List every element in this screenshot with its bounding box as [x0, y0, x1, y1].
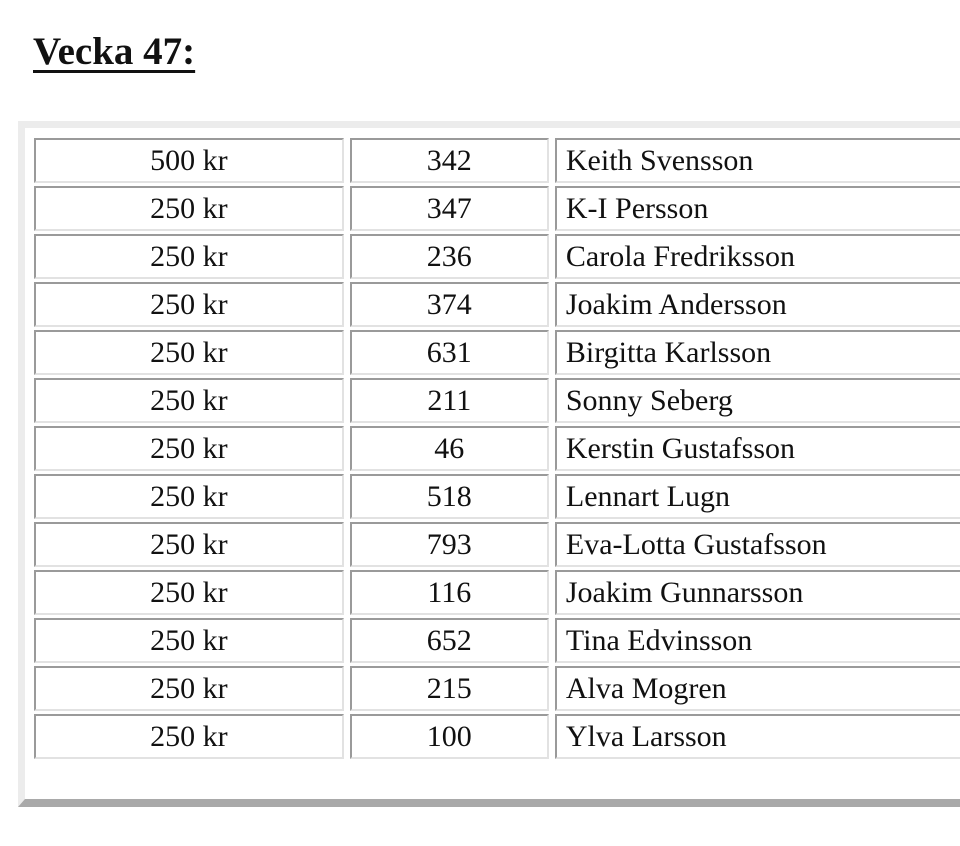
ticket-number-cell: 211 — [350, 378, 549, 423]
winner-name-cell: Sonny Seberg — [555, 378, 960, 423]
ticket-number-cell: 46 — [350, 426, 549, 471]
winner-name-cell: Ylva Larsson — [555, 714, 960, 759]
prize-amount-cell: 250 kr — [34, 330, 344, 375]
winner-name-cell: K-I Persson — [555, 186, 960, 231]
table-row — [34, 618, 960, 663]
winner-name-cell: Kerstin Gustafsson — [555, 426, 960, 471]
winner-name-cell: Alva Mogren — [555, 666, 960, 711]
prize-amount-cell: 250 kr — [34, 426, 344, 471]
ticket-number-cell: 236 — [350, 234, 549, 279]
ticket-number-cell: 374 — [350, 282, 549, 327]
prize-amount-cell: 500 kr — [34, 138, 344, 183]
table-row — [34, 714, 960, 759]
prize-amount-cell: 250 kr — [34, 570, 344, 615]
table-row — [34, 666, 960, 711]
winners-table-frame — [18, 121, 960, 807]
table-row — [34, 234, 960, 279]
table-row — [34, 378, 960, 423]
winner-name-cell: Birgitta Karlsson — [555, 330, 960, 375]
winner-name-cell: Carola Fredriksson — [555, 234, 960, 279]
prize-amount-cell: 250 kr — [34, 714, 344, 759]
ticket-number-cell: 631 — [350, 330, 549, 375]
ticket-number-cell: 342 — [350, 138, 549, 183]
prize-amount-cell: 250 kr — [34, 234, 344, 279]
prize-amount-cell: 250 kr — [34, 282, 344, 327]
table-row — [34, 138, 960, 183]
winner-name-cell: Joakim Gunnarsson — [555, 570, 960, 615]
ticket-number-cell: 215 — [350, 666, 549, 711]
table-row — [34, 330, 960, 375]
table-row — [34, 570, 960, 615]
table-row — [34, 522, 960, 567]
winner-name-cell: Eva-Lotta Gustafsson — [555, 522, 960, 567]
winners-table — [28, 135, 960, 762]
ticket-number-cell: 652 — [350, 618, 549, 663]
ticket-number-cell: 793 — [350, 522, 549, 567]
table-row — [34, 474, 960, 519]
prize-amount-cell: 250 kr — [34, 522, 344, 567]
table-row — [34, 186, 960, 231]
prize-amount-cell: 250 kr — [34, 666, 344, 711]
winner-name-cell: Lennart Lugn — [555, 474, 960, 519]
ticket-number-cell: 100 — [350, 714, 549, 759]
page-title: Vecka 47: — [33, 30, 196, 73]
winner-name-cell: Tina Edvinsson — [555, 618, 960, 663]
ticket-number-cell: 347 — [350, 186, 549, 231]
ticket-number-cell: 116 — [350, 570, 549, 615]
prize-amount-cell: 250 kr — [34, 378, 344, 423]
prize-amount-cell: 250 kr — [34, 618, 344, 663]
winner-name-cell: Joakim Andersson — [555, 282, 960, 327]
prize-amount-cell: 250 kr — [34, 474, 344, 519]
winner-name-cell: Keith Svensson — [555, 138, 960, 183]
table-row — [34, 282, 960, 327]
prize-amount-cell: 250 kr — [34, 186, 344, 231]
ticket-number-cell: 518 — [350, 474, 549, 519]
table-row — [34, 426, 960, 471]
